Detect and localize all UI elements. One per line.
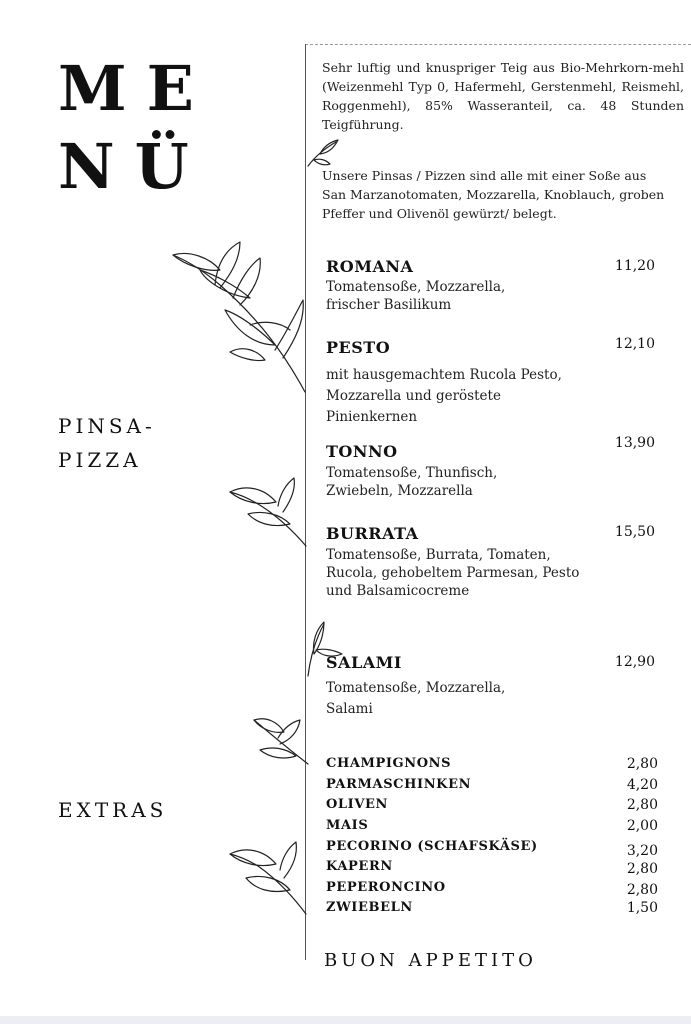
extra-row	[326, 880, 658, 900]
section-label-pizza: PIZZA	[58, 448, 142, 472]
pizza-price-romana: 11,20	[614, 258, 655, 274]
extra-name: PECORINO (SCHAFSKÄSE)	[326, 839, 538, 854]
section-label-pinsa: PINSA-	[58, 414, 156, 438]
extra-row	[326, 797, 658, 817]
footer-buon-appetito: BUON APPETITO	[324, 950, 537, 971]
bottom-bar	[0, 1016, 691, 1024]
menu-title-line2: NÜ	[58, 130, 209, 203]
pizza-price-burrata: 15,50	[614, 524, 655, 540]
extra-price: 2,00	[626, 818, 658, 834]
menu-title-line1: ME	[58, 52, 214, 125]
extra-name: KAPERN	[326, 859, 393, 874]
pizza-price-salami: 12,90	[614, 654, 655, 670]
leaf-branch-icon	[228, 476, 310, 548]
extra-row	[326, 777, 658, 797]
extra-price: 2,80	[626, 756, 658, 772]
section-label-extras: EXTRAS	[58, 798, 168, 822]
extra-row	[326, 839, 658, 859]
pizza-desc-burrata: Tomatensoße, Burrata, Tomaten, Rucola, gehobeltem Parmesan, Pesto und Balsamicocreme	[326, 547, 580, 599]
pizza-price-pesto: 12,10	[614, 336, 655, 352]
large-leaf-branch-icon	[165, 240, 310, 395]
pizza-name-tonno: TONNO	[326, 442, 398, 461]
pizza-price-tonno: 13,90	[614, 435, 655, 451]
extra-row	[326, 859, 658, 879]
leaf-branch-icon	[228, 840, 310, 916]
extra-row	[326, 756, 658, 776]
pizza-desc-romana: Tomatensoße, Mozzarella, frischer Basilikum	[326, 279, 506, 313]
pizza-name-salami: SALAMI	[326, 653, 402, 672]
dough-description: Sehr luftig und knuspriger Teig aus Bio-Mehrkorn-mehl (Weizenmehl Typ 0, Hafermehl, Gerstenmehl, Reismehl, Roggenmehl), 85% Wasseranteil, ca. 48 Stunden Teigführung.	[322, 60, 684, 132]
pizza-desc-tonno: Tomatensoße, Thunfisch, Zwiebeln, Mozzarella	[326, 465, 498, 499]
pizza-name-pesto: PESTO	[326, 338, 391, 357]
extra-row	[326, 818, 658, 838]
small-leaf-icon	[306, 138, 340, 168]
extra-price: 2,80	[626, 882, 658, 898]
leaf-branch-icon	[250, 714, 310, 766]
extra-name: CHAMPIGNONS	[326, 756, 452, 771]
extra-price: 3,20	[626, 843, 658, 859]
extra-price: 2,80	[626, 861, 658, 877]
extra-name: OLIVEN	[326, 797, 389, 812]
pizza-name-burrata: BURRATA	[326, 524, 419, 543]
pizza-desc-pesto: mit hausgemachtem Rucola Pesto, Mozzarella und geröstete Pinienkernen	[326, 367, 562, 425]
extra-name: MAIS	[326, 818, 369, 833]
extra-name: PEPERONCINO	[326, 880, 446, 895]
top-dashed-border	[305, 44, 691, 45]
extra-row	[326, 900, 658, 920]
pizza-desc-salami: Tomatensoße, Mozzarella, Salami	[326, 680, 506, 717]
sauce-description: Unsere Pinsas / Pizzen sind alle mit einer Soße aus San Marzanotomaten, Mozzarella, Knoblauch, groben Pfeffer und Olivenöl gewürzt/ belegt.	[322, 168, 665, 221]
pizza-name-romana: ROMANA	[326, 257, 414, 276]
extra-name: PARMASCHINKEN	[326, 777, 472, 792]
extra-name: ZWIEBELN	[326, 900, 413, 915]
extra-price: 1,50	[626, 900, 658, 916]
extra-price: 2,80	[626, 797, 658, 813]
extra-price: 4,20	[626, 777, 658, 793]
